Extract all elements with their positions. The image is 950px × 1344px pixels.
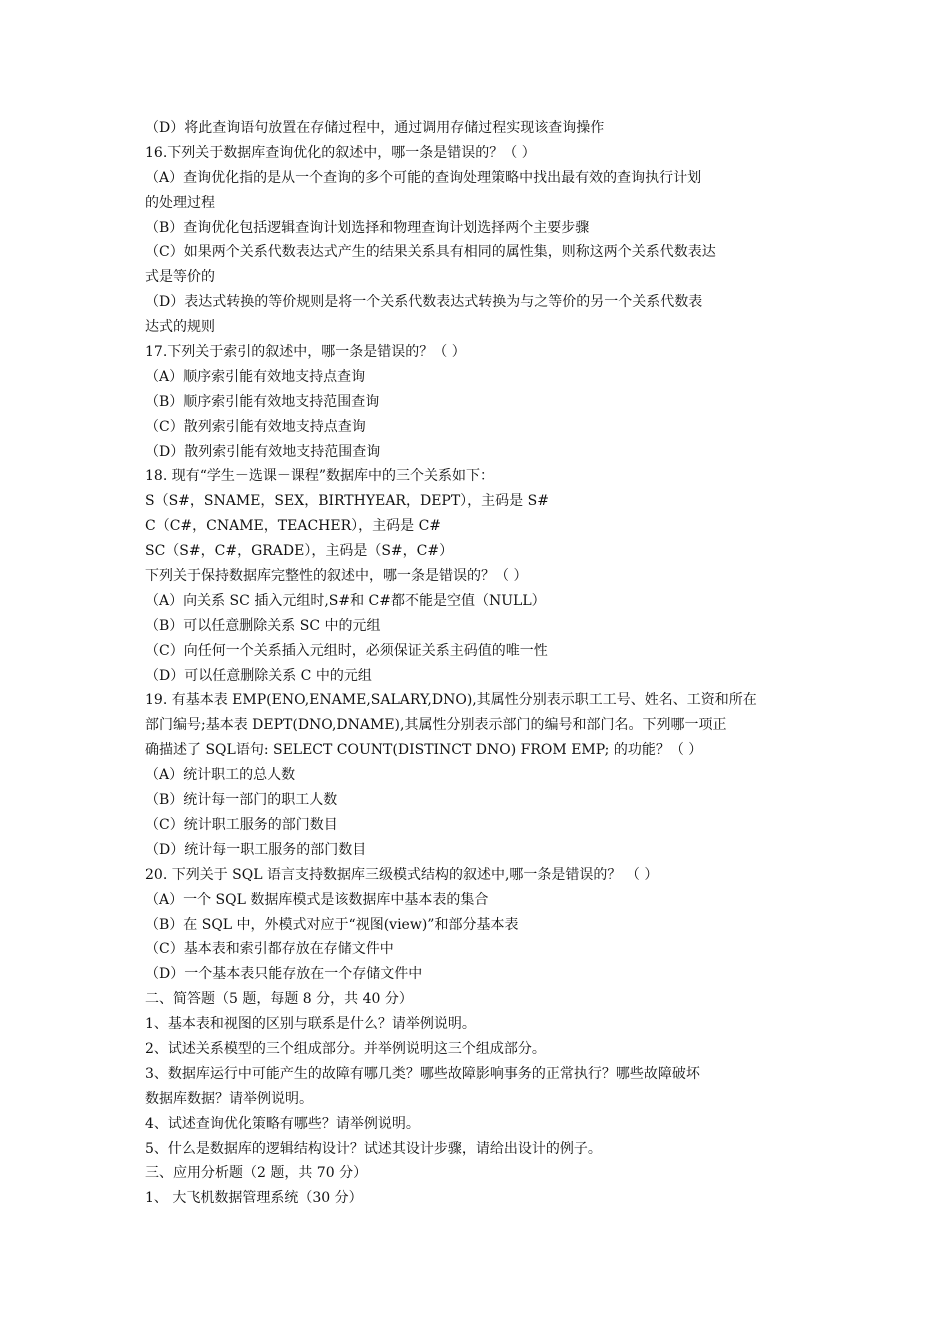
text-line: 16.下列关于数据库查询优化的叙述中，哪一条是错误的？（ ）	[145, 144, 536, 161]
text-line: SC（S#，C#，GRADE），主码是（S#，C#）	[145, 543, 454, 560]
text-line: 5、什么是数据库的逻辑结构设计？试述其设计步骤，请给出设计的例子。	[145, 1140, 602, 1157]
text-line: （D）将此查询语句放置在存储过程中，通过调用存储过程实现该查询操作	[145, 120, 605, 136]
text-line: 17.下列关于索引的叙述中，哪一条是错误的？（ ）	[145, 344, 466, 361]
text-line: 部门编号;基本表 DEPT(DNO,DNAME),其属性分别表示部门的编号和部门名。下列哪一项正	[145, 717, 727, 734]
text-line: （C）统计职工服务的部门数目	[145, 816, 338, 833]
text-line: 的处理过程	[145, 194, 215, 211]
text-line: （C）基本表和索引都存放在存储文件中	[145, 941, 394, 958]
text-line: 二、简答题（5 题，每题 8 分，共 40 分）	[145, 991, 413, 1008]
text-line: 1、基本表和视图的区别与联系是什么？请举例说明。	[145, 1016, 476, 1033]
text-line: （D）统计每一职工服务的部门数目	[145, 841, 367, 858]
text-line: 确描述了 SQL语句: SELECT COUNT(DISTINCT DNO) FROM EMP; 的功能？（ ）	[145, 742, 703, 759]
text-line: S（S#，SNAME，SEX，BIRTHYEAR，DEPT），主码是 S#	[145, 493, 549, 510]
text-line: （A）向关系 SC 插入元组时,S#和 C#都不能是空值（NULL）	[145, 592, 546, 609]
text-line: 20. 下列关于 SQL 语言支持数据库三级模式结构的叙述中,哪一条是错误的？ （ ）	[145, 866, 659, 883]
text-line: 2、试述关系模型的三个组成部分。并举例说明这三个组成部分。	[145, 1040, 546, 1057]
text-line: 下列关于保持数据库完整性的叙述中，哪一条是错误的？（ ）	[145, 568, 528, 585]
text-line: （A）统计职工的总人数	[145, 767, 296, 784]
text-line: （D）一个基本表只能存放在一个存储文件中	[145, 966, 423, 983]
text-line: 三、应用分析题（2 题，共 70 分）	[145, 1165, 368, 1182]
text-line: （D）可以任意删除关系 C 中的元组	[145, 667, 372, 684]
document-page	[145, 116, 815, 1211]
text-line: 19. 有基本表 EMP(ENO,ENAME,SALARY,DNO),其属性分别表示职工工号、姓名、工资和所在	[145, 692, 757, 709]
text-line: （D）表达式转换的等价规则是将一个关系代数表达式转换为与之等价的另一个关系代数表	[145, 294, 703, 311]
text-line: （C）向任何一个关系插入元组时，必须保证关系主码值的唯一性	[145, 642, 548, 659]
text-line: （B）在 SQL 中，外模式对应于“视图(view)”和部分基本表	[145, 916, 519, 933]
text-line: 达式的规则	[145, 319, 215, 336]
text-line: （A）查询优化指的是从一个查询的多个可能的查询处理策略中找出最有效的查询执行计划	[145, 169, 702, 186]
text-line: （B）查询优化包括逻辑查询计划选择和物理查询计划选择两个主要步骤	[145, 219, 590, 236]
text-line: C（C#，CNAME，TEACHER），主码是 C#	[145, 518, 442, 535]
text-line: （B）统计每一部门的职工人数	[145, 792, 338, 809]
text-line: 1、 大飞机数据管理系统（30 分）	[145, 1190, 363, 1207]
text-line: （D）散列索引能有效地支持范围查询	[145, 443, 381, 460]
text-line: 式是等价的	[145, 269, 215, 286]
text-line: （A）一个 SQL 数据库模式是该数据库中基本表的集合	[145, 891, 489, 908]
text-line: （A）顺序索引能有效地支持点查询	[145, 368, 366, 385]
text-line: （C）散列索引能有效地支持点查询	[145, 418, 366, 435]
text-line: 4、试述查询优化策略有哪些？请举例说明。	[145, 1115, 420, 1132]
text-line: （C）如果两个关系代数表达式产生的结果关系具有相同的属性集，则称这两个关系代数表达	[145, 244, 716, 261]
text-line: 18. 现有“学生－选课－课程”数据库中的三个关系如下：	[145, 468, 495, 485]
text-line: （B）可以任意删除关系 SC 中的元组	[145, 617, 381, 634]
text-line: （B）顺序索引能有效地支持范围查询	[145, 393, 380, 410]
text-line: 数据库数据？请举例说明。	[145, 1090, 313, 1107]
text-line: 3、数据库运行中可能产生的故障有哪几类？哪些故障影响事务的正常执行？哪些故障破坏	[145, 1065, 700, 1082]
